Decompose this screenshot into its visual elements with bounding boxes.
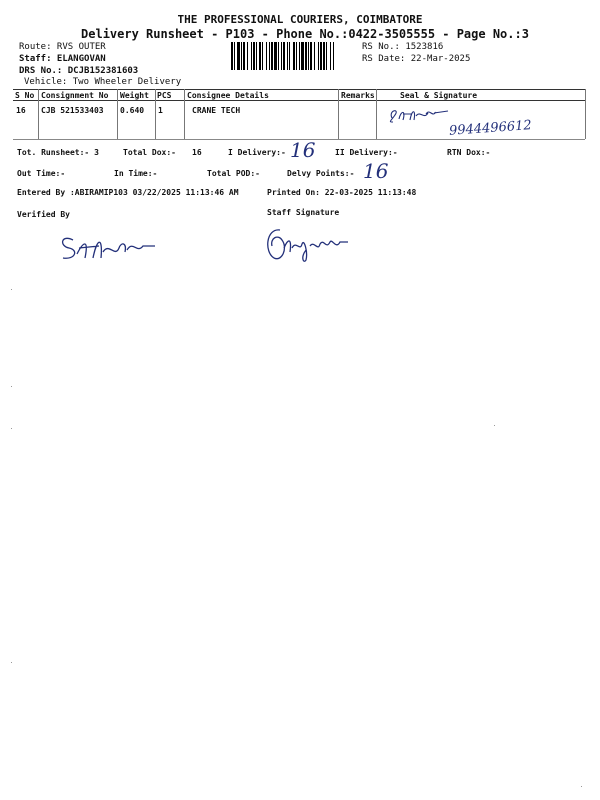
delvy-points-label: Delvy Points:- [287, 169, 355, 178]
table-col-divider [155, 89, 156, 139]
entered-by: Entered By :ABIRAMIP103 03/22/2025 11:13:46 AM [17, 188, 239, 197]
table-header-rule [13, 100, 585, 101]
total-dox-label: Total Dox:- [123, 148, 176, 157]
col-header-consignment: Consignment No [41, 91, 109, 100]
printed-on: Printed On: 22-03-2025 11:13:48 [267, 188, 417, 197]
cell-pcs: 1 [158, 106, 163, 115]
rs-number: RS No.: 1523816 [362, 42, 444, 52]
document-title: THE PROFESSIONAL COURIERS, COIMBATORE [177, 13, 423, 26]
staff-label: Staff: ELANGOVAN [19, 54, 106, 64]
in-time-label: In Time:- [114, 169, 158, 178]
total-dox-value: 16 [192, 148, 202, 157]
scan-speck [494, 425, 495, 426]
out-time-label: Out Time:- [17, 169, 66, 178]
barcode-bar [334, 42, 335, 70]
barcode [231, 42, 357, 70]
document-subtitle: Delivery Runsheet - P103 - Phone No.:0422-3505555 - Page No.:3 [81, 27, 529, 41]
table-col-divider [338, 89, 339, 139]
receiver-signature [386, 104, 456, 126]
table-col-divider [38, 89, 39, 139]
col-header-weight: Weight [120, 91, 149, 100]
tot-runsheet: Tot. Runsheet:- 3 [17, 148, 99, 157]
delvy-points-handwritten: 16 [363, 159, 389, 183]
scan-speck [11, 428, 12, 429]
table-top-rule [13, 89, 585, 90]
table-col-divider [117, 89, 118, 139]
col-header-pcs: PCS [157, 91, 172, 100]
cell-consignment-no: CJB 521533403 [41, 106, 104, 115]
table-col-divider [376, 89, 377, 139]
vehicle-label: Vehicle: Two Wheeler Delivery [24, 77, 182, 87]
col-header-sno: S No [15, 91, 35, 100]
cell-consignee: CRANE TECH [192, 106, 241, 115]
staff-signature [262, 218, 352, 266]
rs-date: RS Date: 22-Mar-2025 [362, 54, 471, 64]
cell-weight: 0.640 [120, 106, 145, 115]
table-col-divider [585, 89, 586, 139]
table-col-divider [184, 89, 185, 139]
staff-signature-label: Staff Signature [267, 208, 340, 217]
col-header-consignee: Consignee Details [187, 91, 269, 100]
total-pod-label: Total POD:- [207, 169, 260, 178]
handwritten-phone: 9944496612 [448, 118, 533, 139]
scan-speck [11, 289, 12, 290]
ii-delivery-label: II Delivery:- [335, 148, 398, 157]
verified-by-label: Verified By [17, 210, 70, 219]
scan-speck [11, 386, 12, 387]
col-header-remarks: Remarks [341, 91, 375, 100]
rtn-dox-label: RTN Dox:- [447, 148, 491, 157]
verifier-signature [55, 228, 165, 268]
i-delivery-handwritten: 16 [290, 138, 316, 162]
drs-number: DRS No.: DCJB152381603 [19, 66, 139, 76]
scan-speck [11, 662, 12, 663]
cell-sno: 16 [16, 106, 26, 115]
scan-speck [581, 786, 582, 787]
col-header-seal-signature: Seal & Signature [400, 91, 478, 100]
i-delivery-label: I Delivery:- [228, 148, 286, 157]
route-label: Route: RVS OUTER [19, 42, 106, 52]
